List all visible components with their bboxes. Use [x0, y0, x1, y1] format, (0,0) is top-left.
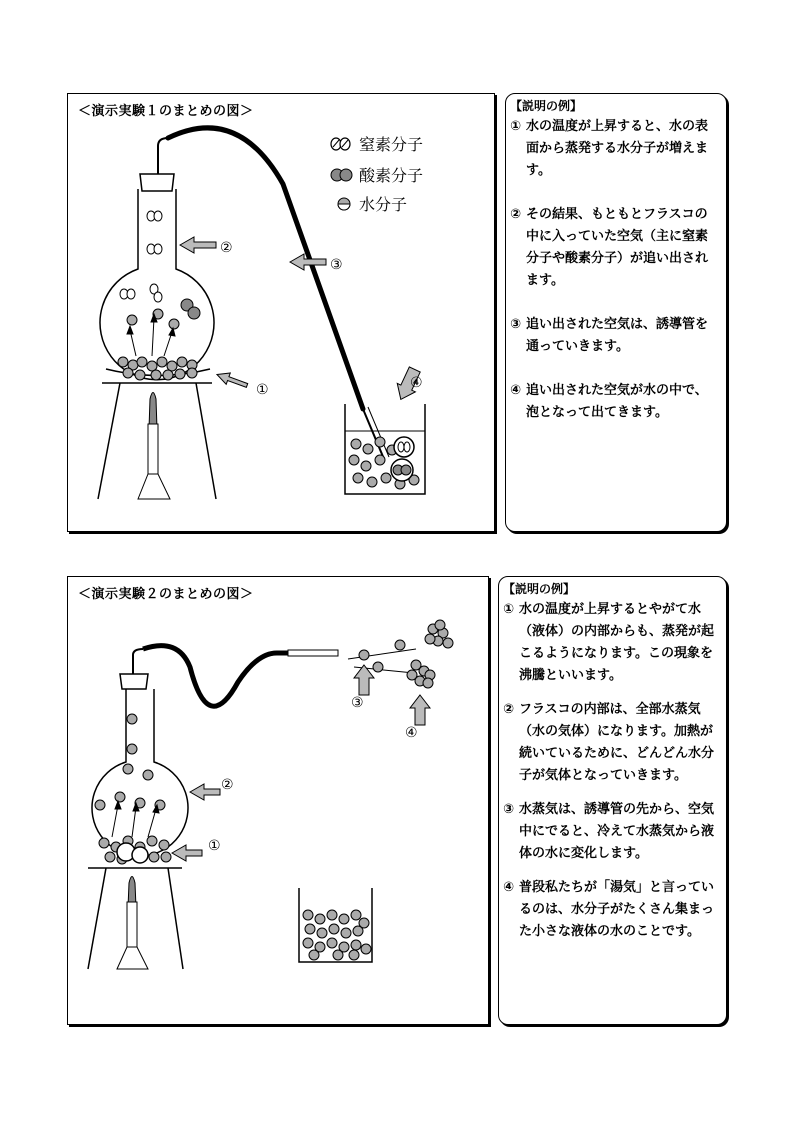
experiment1-figure — [68, 94, 494, 531]
marker-1: ① — [208, 838, 221, 854]
item-number: ④ — [503, 880, 515, 895]
item-text: 追い出された空気が水の中で、泡となって出てきます。 — [526, 383, 708, 420]
round-flask — [100, 174, 214, 380]
marker-4: ④ — [405, 725, 418, 741]
explanation-item — [503, 699, 720, 787]
item-text: 水の温度が上昇するとやがて水（液体）の内部からも、蒸発が起こるようになります。この現象を沸騰といいます。 — [519, 602, 715, 683]
experiment2-explanation-panel — [498, 576, 727, 1025]
item-text: その結果、もともとフラスコの中に入っていた空気（主に窒素分子や酸素分子）が追い出されます。 — [526, 207, 709, 288]
legend-nitrogen-label: 窒素分子 — [359, 135, 424, 154]
item-text: 普段私たちが「湯気」と言っているのは、水分子がたくさん集まった小さな液体の水のことです。 — [519, 880, 715, 939]
water-molecule-icon — [338, 198, 350, 210]
marker-1: ① — [256, 382, 269, 398]
item-number: ① — [503, 602, 515, 617]
item-number: ② — [503, 702, 515, 717]
beaker — [345, 404, 425, 494]
experiment2-diagram-panel — [67, 576, 489, 1025]
explanation-item — [510, 314, 720, 358]
marker-3: ③ — [351, 695, 364, 711]
explanation-list — [503, 599, 720, 943]
label-arrows — [172, 665, 430, 861]
legend — [331, 135, 423, 214]
marker-3: ③ — [330, 257, 343, 273]
explanation-item — [503, 599, 720, 687]
explanation-item — [503, 877, 720, 943]
item-text: 水の温度が上昇すると、水の表面から蒸発する水分子が増えます。 — [526, 119, 709, 178]
marker-4: ④ — [410, 375, 423, 391]
explanation-item — [510, 116, 720, 182]
item-number: ③ — [503, 802, 515, 817]
item-number: ② — [510, 207, 522, 222]
tube-tip — [288, 650, 338, 656]
nitrogen-molecule-icon — [331, 138, 350, 150]
alcohol-lamp — [117, 877, 148, 970]
legend-oxygen-label: 酸素分子 — [359, 166, 424, 185]
legend-water-label: 水分子 — [359, 195, 408, 214]
delivery-tube — [143, 646, 288, 707]
flask-molecules — [118, 211, 200, 380]
flask-molecules — [95, 714, 171, 864]
experiment1-explanation-panel — [505, 93, 727, 532]
explanation-item — [510, 204, 720, 292]
item-number: ③ — [510, 317, 522, 332]
experiment2-title: ＜演示実験２のまとめの図＞ — [78, 587, 254, 602]
experiment2-figure — [68, 577, 488, 1024]
item-number: ④ — [510, 383, 522, 398]
evaporation-arrows — [112, 801, 159, 837]
explanation-item — [503, 799, 720, 865]
round-flask — [92, 674, 188, 856]
marker-2: ② — [221, 777, 234, 793]
explanation-item — [510, 380, 720, 424]
explanation-header: 【説明の例】 — [510, 99, 583, 113]
item-number: ① — [510, 119, 522, 134]
beaker — [299, 888, 372, 962]
explanation-list — [510, 116, 720, 424]
label-arrows — [180, 237, 424, 404]
oxygen-molecule-icon — [331, 169, 352, 181]
item-text: 追い出された空気は、誘導管を通っていきます。 — [526, 317, 709, 354]
marker-2: ② — [220, 240, 233, 256]
experiment1-title: ＜演示実験１のまとめの図＞ — [78, 104, 254, 119]
item-text: フラスコの内部は、全部水蒸気（水の気体）になります。加熱が続いているために、どんどん水分子が気体となっていきます。 — [519, 702, 715, 783]
alcohol-lamp — [138, 393, 170, 500]
item-text: 水蒸気は、誘導管の先から、空気中にでると、冷えて水蒸気から液体の水に変化します。 — [519, 802, 715, 861]
experiment1-diagram-panel — [67, 93, 495, 532]
explanation-header: 【説明の例】 — [503, 582, 576, 596]
